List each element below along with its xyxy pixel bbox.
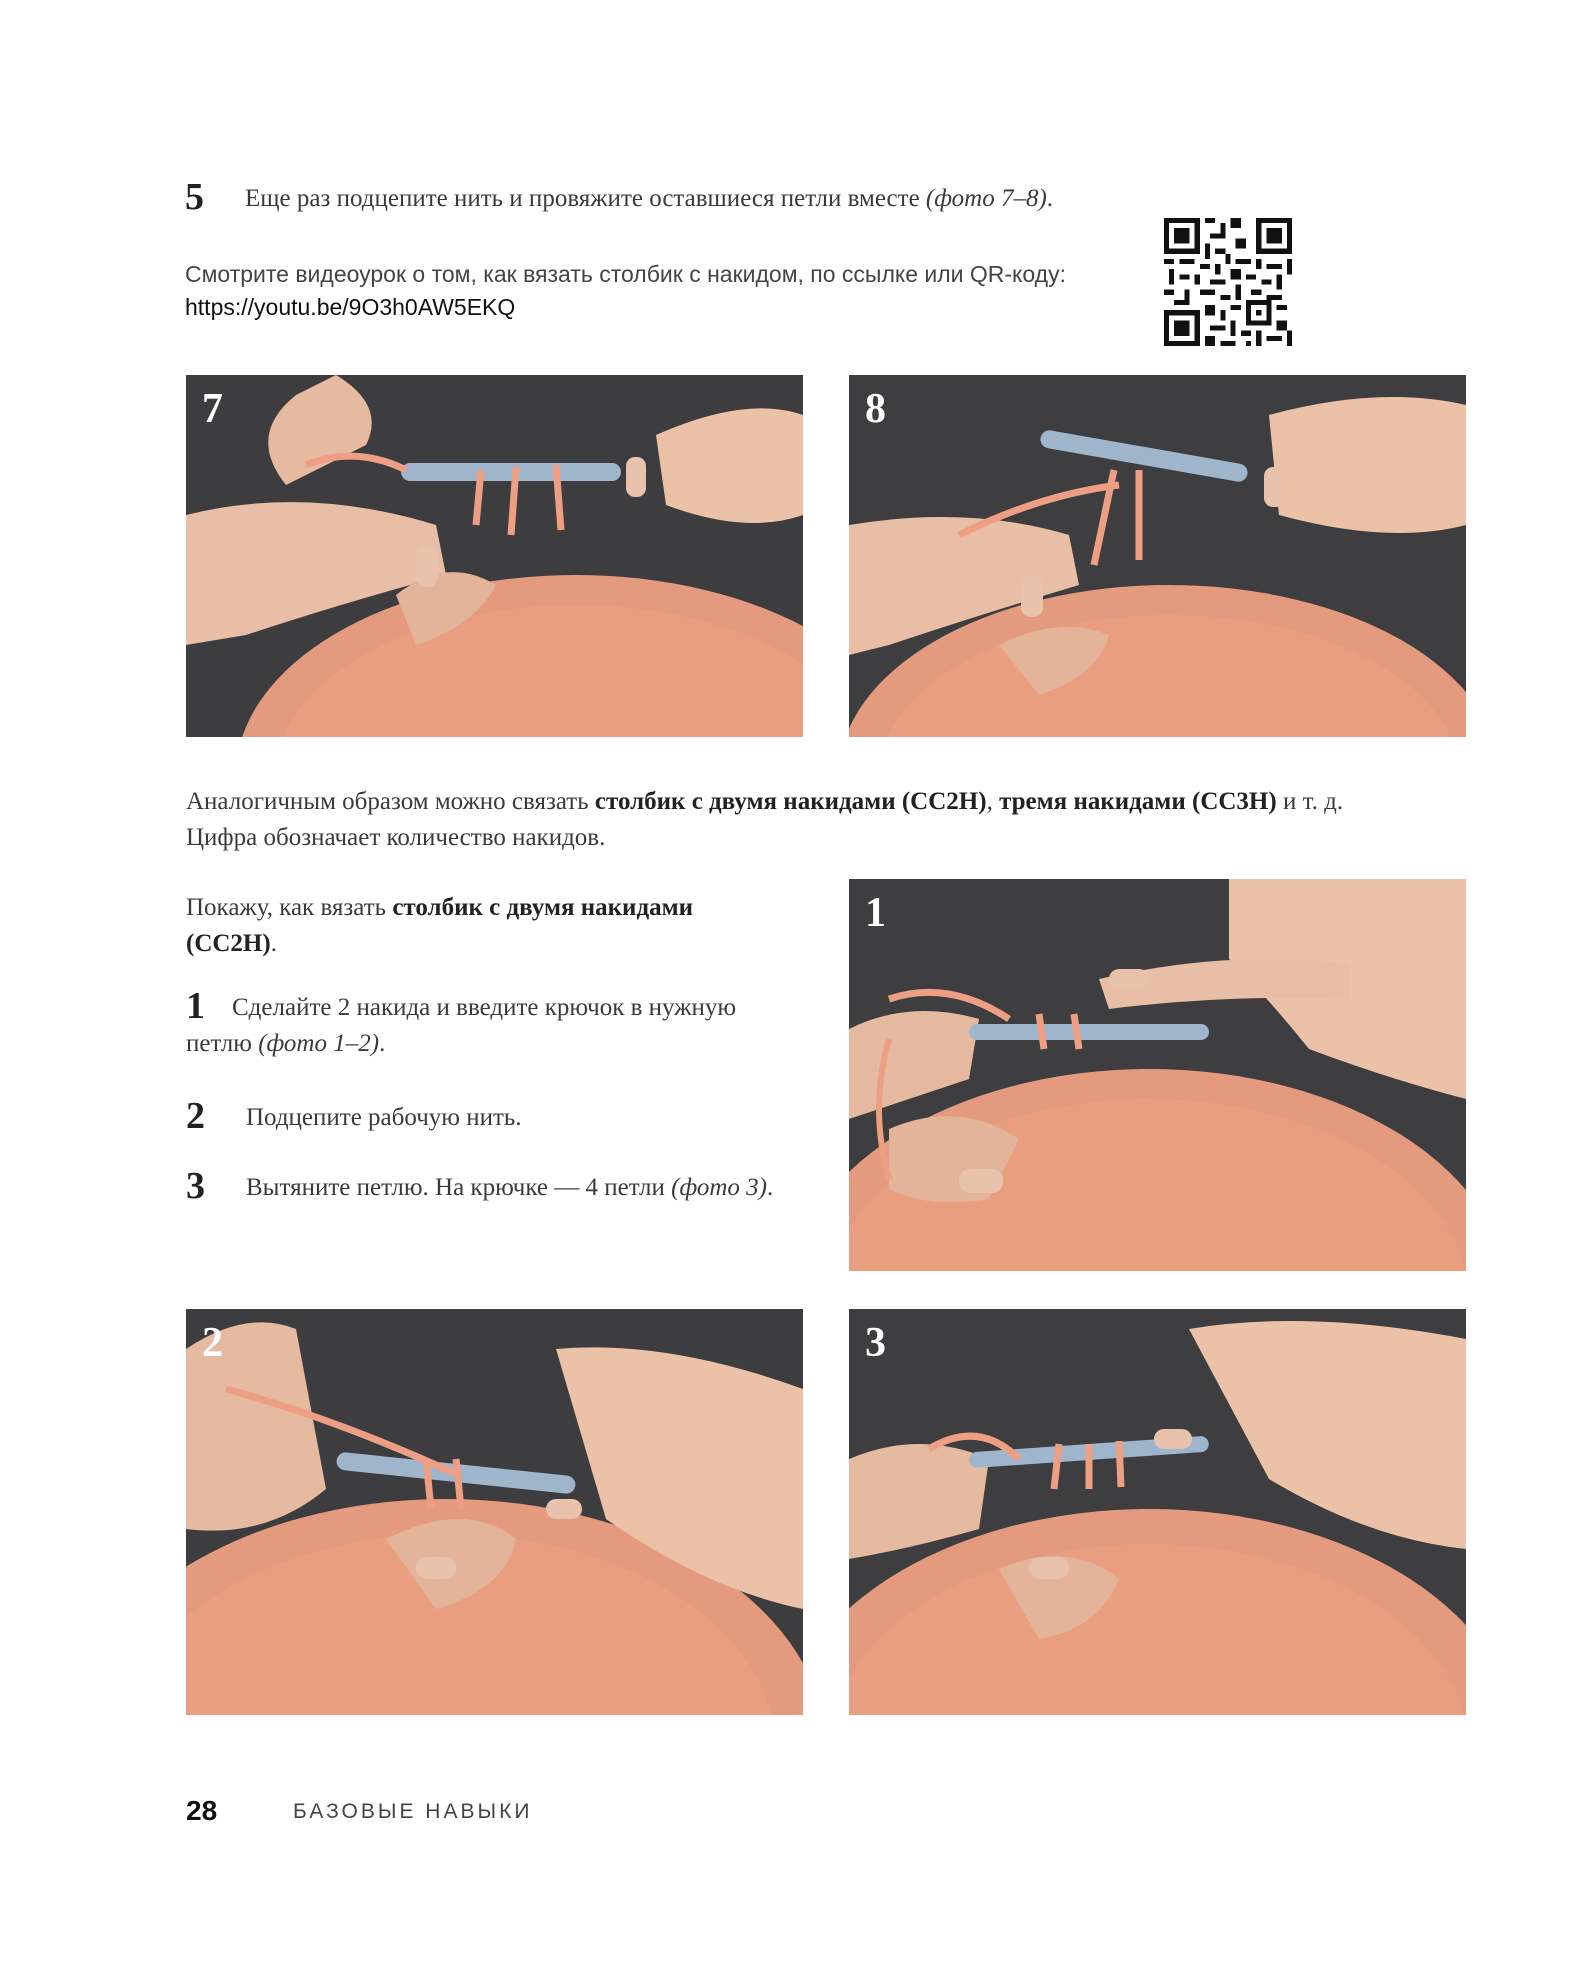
step-text: Сделайте 2 накида и введите крючок в нужную xyxy=(232,994,737,1021)
photo-1 xyxy=(849,879,1466,1271)
step-1 xyxy=(186,985,806,1062)
photo-label: 1 xyxy=(865,890,886,936)
show-paragraph xyxy=(186,890,806,962)
photo-label: 8 xyxy=(865,386,886,432)
step-text: Вытяните петлю. На крючке — 4 петли xyxy=(246,1174,672,1201)
section-title: БАЗОВЫЕ НАВЫКИ xyxy=(293,1800,533,1823)
step-number: 1 xyxy=(186,985,205,1027)
video-link[interactable]: https://youtu.be/9O3h0AW5EKQ xyxy=(185,294,516,320)
show-abbr: (СС2Н) xyxy=(186,930,271,957)
photo-ref: (фото 3) xyxy=(671,1174,767,1201)
step-end: . xyxy=(1046,185,1054,212)
photo-label: 2 xyxy=(202,1320,223,1366)
step-number: 3 xyxy=(186,1165,205,1207)
show-text: Покажу, как вязать xyxy=(186,894,393,921)
crochet-photo-1 xyxy=(849,879,1466,1271)
photo-ref: (фото 1–2) xyxy=(258,1030,380,1057)
show-term: столбик с двумя накидами xyxy=(392,894,694,921)
photo-label: 3 xyxy=(865,1320,886,1366)
analog-etc: и т. д. xyxy=(1276,788,1344,815)
photo-ref: (фото 7–8) xyxy=(925,185,1047,212)
qr-code[interactable] xyxy=(1163,218,1293,346)
analog-comma: , xyxy=(986,788,1000,815)
step-text: Подцепите рабочую нить. xyxy=(246,1104,522,1131)
step-text-cont: петлю xyxy=(186,1030,259,1057)
step-5 xyxy=(185,176,1054,218)
step-3 xyxy=(186,1165,774,1207)
step-number: 5 xyxy=(185,176,204,218)
analog-paragraph xyxy=(186,784,1476,856)
step-2 xyxy=(186,1095,522,1137)
step-end: . xyxy=(379,1030,386,1057)
photo-8 xyxy=(849,375,1466,737)
analog-term-cc3n: тремя накидами (СС3Н) xyxy=(999,788,1277,815)
crochet-photo-7 xyxy=(186,375,803,737)
crochet-photo-3 xyxy=(849,1309,1466,1715)
crochet-photo-2 xyxy=(186,1309,803,1715)
photo-7 xyxy=(186,375,803,737)
photo-label: 7 xyxy=(202,386,223,432)
analog-note: Цифра обозначает количество накидов. xyxy=(186,824,606,851)
crochet-photo-8 xyxy=(849,375,1466,737)
step-number: 2 xyxy=(186,1095,205,1137)
photo-2 xyxy=(186,1309,803,1715)
step-end: . xyxy=(767,1174,774,1201)
page-number: 28 xyxy=(186,1795,218,1826)
photo-3 xyxy=(849,1309,1466,1715)
video-note-text: Смотрите видеоурок о том, как вязать столбик с накидом, по ссылке или QR-коду: xyxy=(185,261,1066,287)
step-text: Еще раз подцепите нить и провяжите оставшиеся петли вместе xyxy=(245,185,926,212)
analog-text: Аналогичным образом можно связать xyxy=(186,788,595,815)
video-note xyxy=(185,258,1066,324)
analog-term-cc2n: столбик с двумя накидами (СС2Н) xyxy=(594,788,987,815)
show-end: . xyxy=(270,930,277,957)
